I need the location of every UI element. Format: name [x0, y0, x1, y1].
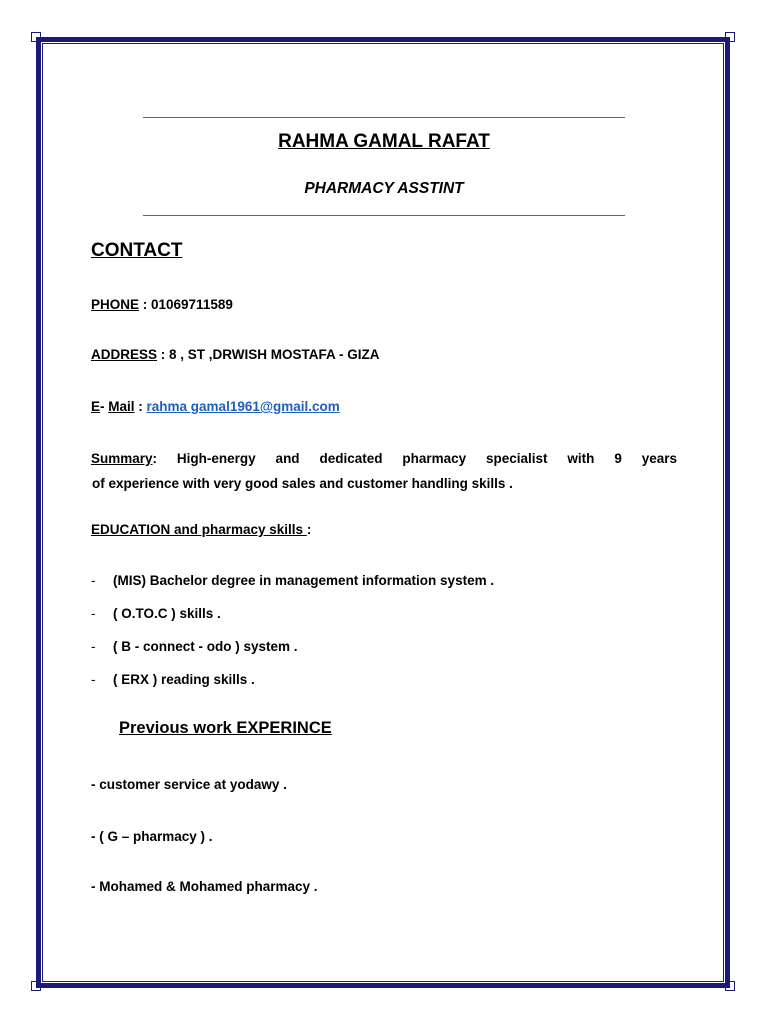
- border-corner-top-right: [725, 32, 735, 42]
- work-item: - ( G – pharmacy ) .: [91, 829, 213, 844]
- header-rule-bottom: [143, 215, 625, 216]
- border-corner-bottom-right: [725, 981, 735, 991]
- education-item-text: ( B - connect - odo ) system .: [113, 639, 298, 654]
- address-line: [91, 347, 380, 362]
- address-value: : 8 , ST ,DRWISH MOSTAFA - GIZA: [157, 347, 380, 362]
- education-item: [91, 606, 221, 621]
- border-corner-top-left: [31, 32, 41, 42]
- education-item: [91, 639, 298, 654]
- summary-text-1: : High-energy and dedicated pharmacy specialist with 9 years: [152, 451, 677, 466]
- bullet-dash: -: [91, 639, 96, 654]
- phone-value: : 01069711589: [139, 297, 233, 312]
- candidate-name: RAHMA GAMAL RAFAT: [278, 131, 490, 152]
- education-item: [91, 672, 255, 687]
- summary-label: Summary: [91, 451, 153, 466]
- education-heading-line: [91, 522, 311, 537]
- email-label-mail: Mail: [108, 399, 135, 414]
- education-item-text: ( ERX ) reading skills .: [113, 672, 255, 687]
- address-label: ADDRESS: [91, 347, 158, 362]
- email-label-e: E: [91, 399, 101, 414]
- summary-line-2: of experience with very good sales and customer handling skills .: [92, 476, 513, 491]
- phone-line: [91, 297, 233, 312]
- education-heading: EDUCATION and pharmacy skills: [91, 522, 307, 537]
- education-heading-suffix: :: [306, 522, 312, 537]
- work-item: - Mohamed & Mohamed pharmacy .: [91, 879, 318, 894]
- border-corner-bottom-left: [31, 981, 41, 991]
- email-line: [91, 399, 340, 414]
- work-item: - customer service at yodawy .: [91, 777, 287, 792]
- summary-paragraph: [91, 446, 677, 496]
- education-item-text: ( O.TO.C ) skills .: [113, 606, 221, 621]
- education-item: [91, 573, 494, 588]
- bullet-dash: -: [91, 606, 96, 621]
- education-item-text: (MIS) Bachelor degree in management information system .: [113, 573, 495, 588]
- summary-line-1: [91, 446, 677, 471]
- phone-label: PHONE: [91, 297, 140, 312]
- email-separator: :: [134, 399, 147, 414]
- header-rule-top: [143, 117, 625, 118]
- job-title: PHARMACY ASSTINT: [304, 180, 464, 197]
- work-heading: Previous work EXPERINCE: [119, 719, 332, 737]
- email-label-dash: -: [100, 399, 109, 414]
- email-link[interactable]: rahma gamal1961@gmail.com: [146, 399, 340, 414]
- contact-heading: CONTACT: [91, 240, 183, 261]
- bullet-dash: -: [91, 672, 96, 687]
- bullet-dash: -: [91, 573, 96, 588]
